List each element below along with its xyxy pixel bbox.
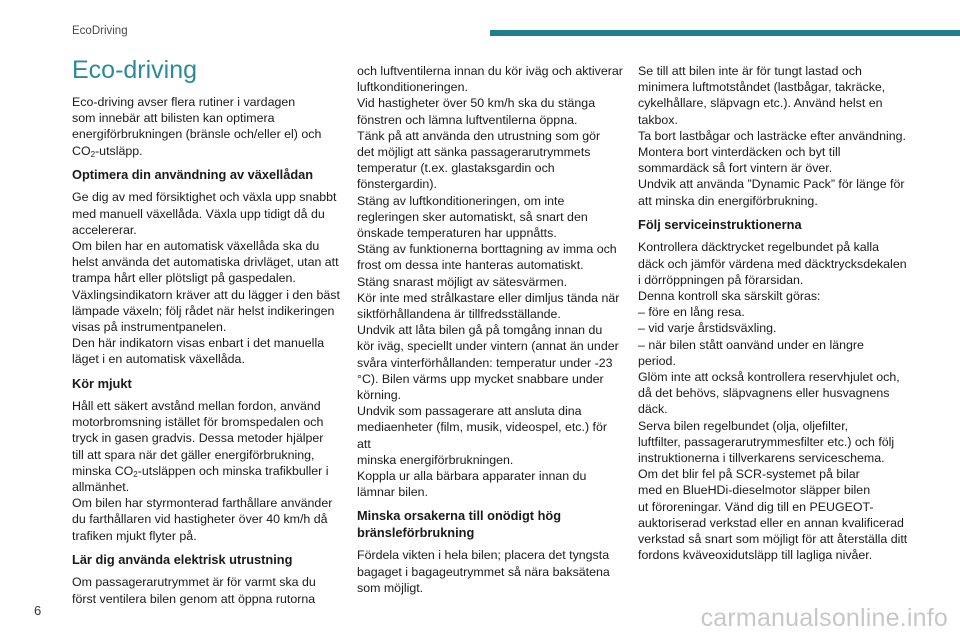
heading-line: Minska orsakerna till onödigt hög: [357, 508, 562, 524]
text-line: Stäng av luftkonditioneringen, om inte: [357, 193, 565, 208]
text-line: allmänhet.: [72, 480, 130, 495]
heading-service: Följ serviceinstruktionerna: [638, 216, 802, 232]
text-line: Glöm inte att också kontrollera reservhjulet och,: [638, 369, 900, 384]
text-line: visas på instrumentpanelen.: [72, 319, 227, 334]
text-line: fönstergardin).: [357, 177, 437, 192]
co2-text: CO: [72, 143, 91, 158]
page-title: Eco-driving: [72, 56, 198, 84]
text-line: fordons kväveoxidutsläpp till lagliga nivåer.: [638, 548, 873, 563]
page-number: 6: [34, 603, 42, 618]
co2-suffix: -utsläppen och minska trafikbuller i: [137, 463, 329, 478]
text-line: fönstren och lämna luftventilerna öppna.: [357, 112, 578, 127]
text-line: Håll ett säkert avstånd mellan fordon, använd: [72, 399, 321, 414]
text-line: i dörröppningen på förarsidan.: [638, 272, 804, 287]
electrical-continued-paragraph: [357, 63, 623, 500]
text-line: helst använda det automatiska drivläget, utan att: [72, 255, 339, 270]
text-line: Eco-driving avser flera rutiner i vardagen: [72, 95, 296, 109]
text-line: Se till att bilen inte är för tungt lastad och: [638, 64, 862, 78]
text-line: °C). Bilen värms upp mycket snabbare under: [357, 371, 604, 386]
text-line: Koppla ur alla bärbara apparater innan du: [357, 469, 587, 484]
text-line: energiförbrukningen (bränsle och/eller el) och: [72, 127, 322, 142]
text-line: Undvik att använda ”Dynamic Pack” för länge för: [638, 177, 905, 192]
list-item: – före en lång resa.: [638, 305, 745, 320]
reduce-consumption-paragraph: [357, 547, 623, 596]
co2-text: minska CO: [72, 463, 134, 478]
text-line: Serva bilen regelbundet (olja, oljefilter,: [638, 418, 849, 433]
text-line: och luftventilerna innan du kör iväg och aktiverar: [357, 64, 623, 78]
co2-subscript: 2: [133, 469, 138, 479]
text-line: då det behövs, släpvagnens eller husvagnens: [638, 386, 890, 401]
text-line: accelererar.: [72, 222, 137, 237]
text-line: Den här indikatorn visas enbart i det manuella: [72, 336, 325, 351]
text-line: verkstad så snart som möjligt för att återställa ditt: [638, 531, 908, 546]
text-line: med en BlueHDi-dieselmotor släpper bilen: [638, 483, 871, 498]
text-line: tryck in gasen gradvis. Dessa metoder hjälper: [72, 431, 324, 446]
text-line: auktoriserad verkstad eller en annan kvalificerad: [638, 515, 904, 530]
service-paragraph: [638, 239, 910, 563]
text-line: du farthållaren vid hastigheter över 40 km/h då: [72, 512, 328, 527]
text-line: Stäng av funktionerna borttagning av imma och: [357, 242, 617, 257]
column-1: [72, 56, 340, 611]
text-line: frost om dessa inte hanteras automatiskt.: [357, 258, 584, 273]
heading-reduce-consumption: [357, 508, 623, 541]
list-item: – när bilen stått oanvänd under en längre: [638, 337, 864, 352]
text-line: som innebär att bilisten kan optimera: [72, 111, 275, 126]
list-item: – vid varje årstidsväxling.: [638, 321, 777, 336]
text-line: först ventilera bilen genom att öppna rutorna: [72, 591, 316, 606]
text-line: Växlingsindikatorn kräver att du lägger i den bäst: [72, 287, 340, 302]
text-line: regleringen sker automatiskt, så snart den: [357, 209, 588, 224]
text-line: Montera bort vinterdäcken och byt till: [638, 145, 841, 160]
text-line: minimera luftmotståndet (lastbågar, takräcke,: [638, 80, 886, 95]
text-line: Kontrollera däcktrycket regelbundet på kalla: [638, 240, 880, 255]
text-line: motorbromsning istället för bromspedalen och: [72, 415, 324, 430]
intro-paragraph: [72, 94, 340, 159]
text-line: till att spara när det gäller energiförbrukning,: [72, 447, 315, 462]
load-paragraph: [638, 63, 910, 209]
text-line: Vid hastigheter över 50 km/h ska du stänga: [357, 96, 596, 111]
text-line: sommardäck så fort vintern är över.: [638, 161, 833, 176]
text-line: temperatur (t.ex. glastaksgardin och: [357, 161, 555, 176]
column-2: [357, 63, 623, 600]
text-line: som möjligt.: [357, 580, 424, 595]
co2-line: [72, 463, 340, 479]
header-accent-bar: [490, 30, 960, 36]
text-line: mediaenheter (film, musik, videospel, etc.) för att: [357, 420, 607, 451]
text-line: Undvik som passagerare att ansluta dina: [357, 404, 582, 419]
text-line: siktförhållandena är tillfredsställande.: [357, 307, 561, 322]
text-line: trafiken mjukt flyter på.: [72, 528, 197, 543]
text-line: Denna kontroll ska särskilt göras:: [638, 288, 821, 303]
text-line: läget i en automatisk växellåda.: [72, 352, 245, 367]
drive-smooth-paragraph: [72, 398, 340, 544]
text-line: däck och jämför värdena med däcktrycksdekalen: [638, 256, 907, 271]
text-line: instruktionerna i tillverkarens serviceschema.: [638, 450, 885, 465]
heading-electrical: Lär dig använda elektrisk utrustning: [72, 551, 293, 567]
text-line: Om det blir fel på SCR-systemet på bilar: [638, 467, 860, 482]
text-line: ut föroreningar. Vänd dig till en PEUGEOT-: [638, 499, 874, 514]
text-line: lämpade växeln; följ rådet när helst indikeringen: [72, 303, 335, 318]
text-line: att minska din energiförbrukning.: [638, 193, 818, 208]
text-line: Kör inte med strålkastare eller dimljus tända när: [357, 290, 620, 305]
co2-suffix: -utsläpp.: [95, 143, 143, 158]
section-header: EcoDriving: [72, 25, 128, 37]
text-line: det möjligt att sänka passagerarutrymmets: [357, 145, 591, 160]
text-line: önskade temperaturen har uppnåtts.: [357, 226, 557, 241]
text-line: svåra vinterförhållanden: temperatur under -23: [357, 355, 613, 370]
heading-drive-smooth: Kör mjukt: [72, 375, 132, 391]
text-line: period.: [638, 353, 676, 368]
heading-gearbox: Optimera din användning av växellådan: [72, 166, 314, 182]
column-3: [638, 63, 910, 567]
electrical-paragraph: [72, 574, 340, 606]
text-line: takbox.: [638, 112, 678, 127]
text-line: luftfilter, passagerarutrymmesfilter etc.) och följ: [638, 434, 895, 449]
text-line: Stäng snarast möjligt av sätesvärmen.: [357, 274, 568, 289]
text-line: Ge dig av med försiktighet och växla upp snabbt: [72, 190, 337, 205]
text-line: Om bilen har styrmonterad farthållare använder: [72, 496, 333, 511]
text-line: Tänk på att använda den utrustning som gör: [357, 128, 601, 143]
text-line: cykelhållare, släpvagn etc.). Använd helst en: [638, 96, 883, 111]
text-line: Ta bort lastbågar och lasträcke efter användning.: [638, 128, 906, 143]
co2-subscript: 2: [90, 149, 96, 159]
text-line: Om passagerarutrymmet är för varmt ska du: [72, 575, 316, 590]
gearbox-paragraph: [72, 189, 340, 367]
text-line: kör iväg, speciellt under vintern (annat än under: [357, 339, 619, 354]
text-line: Fördela vikten i hela bilen; placera det tyngsta: [357, 548, 610, 563]
watermark: carmanualsonline.info: [700, 604, 948, 632]
text-line: luftkonditioneringen.: [357, 80, 468, 95]
co2-line: [72, 143, 340, 159]
text-line: med manuell växellåda. Växla upp tidigt då du: [72, 206, 325, 221]
text-line: minska energiförbrukningen.: [357, 452, 514, 467]
text-line: bagaget i bagageutrymmet så nära baksätena: [357, 564, 610, 579]
text-line: körning.: [357, 388, 402, 403]
text-line: Undvik att låta bilen gå på tomgång innan du: [357, 323, 603, 338]
text-line: däck.: [638, 402, 668, 417]
text-line: lämnar bilen.: [357, 485, 428, 500]
text-line: trampa hårt eller plötsligt på gaspedalen.: [72, 271, 296, 286]
heading-line: bränsleförbrukning: [357, 524, 475, 540]
text-line: Om bilen har en automatisk växellåda ska du: [72, 238, 320, 253]
